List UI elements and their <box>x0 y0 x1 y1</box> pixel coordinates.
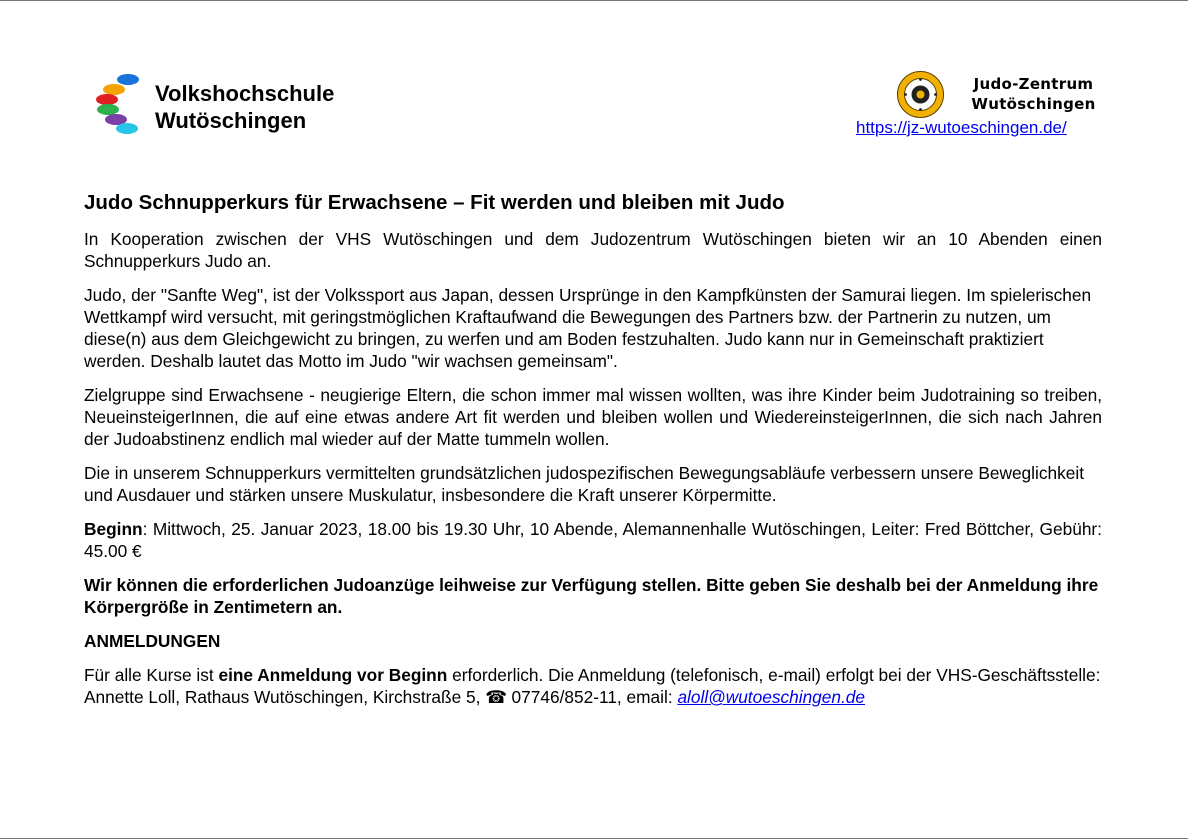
paragraph-registration <box>84 664 1102 708</box>
paragraph-intro: In Kooperation zwischen der VHS Wutöschingen und dem Judozentrum Wutöschingen bieten wir an 10 Abenden einen Schnupperkurs Judo an. <box>84 229 1102 271</box>
email-link[interactable]: aloll@wutoeschingen.de <box>677 687 866 707</box>
registration-pre: Für alle Kurse ist <box>84 665 219 685</box>
document-title: Judo Schnupperkurs für Erwachsene – Fit werden und bleiben mit Judo <box>84 191 785 214</box>
paragraph-judo: Judo, der "Sanfte Weg", ist der Volkssport aus Japan, dessen Ursprünge in den Kampfkünsten der Samurai liegen. Im spielerischen Wettkampf wird versucht, mit geringstmöglichen Kraftaufwand die Bewegungen des Partners bzw. der Partnerin zu nutzen, um diese(n) aus dem Gleichgewicht zu bringen, zu werfen und am Boden festzuhalten. Judo kann nur in Gemeinschaft praktiziert werden. Deshalb lautet das Motto im Judo "wir wachsen gemeinsam". <box>84 285 1092 371</box>
judo-zentrum-link[interactable]: https://jz-wutoeschingen.de/ <box>856 118 1067 137</box>
vhs-name <box>155 80 334 134</box>
beginn-label: Beginn <box>84 519 143 539</box>
logo-dot-blue <box>117 74 139 85</box>
judo-zentrum-emblem-icon <box>897 71 944 118</box>
contact-address: Annette Loll, Rathaus Wutöschingen, Kirchstraße 5, <box>84 687 486 707</box>
jz-name-line1: Judo-Zentrum <box>973 75 1094 93</box>
bottom-border <box>0 838 1188 839</box>
registration-post: erforderlich. Die Anmeldung (telefonisch, e-mail) erfolgt bei der VHS-Geschäftsstelle: <box>447 665 1101 685</box>
phone-icon: ☎ <box>485 687 507 707</box>
registration-bold: eine Anmeldung vor Beginn <box>218 665 448 685</box>
judo-zentrum-name <box>966 74 1101 114</box>
top-border <box>0 0 1188 1</box>
vhs-name-line2: Wutöschingen <box>155 108 307 133</box>
anmeldungen-heading: ANMELDUNGEN <box>84 631 221 651</box>
paragraph-bewegung: Die in unserem Schnupperkurs vermittelten grundsätzlichen judospezifischen Bewegungsabläufe verbessern unsere Beweglichkeit und Ausdauer und stärken unsere Muskulatur, insbesondere die Kraft unserer Körpermitte. <box>84 463 1084 505</box>
beginn-details: : Mittwoch, 25. Januar 2023, 18.00 bis 19.30 Uhr, 10 Abende, Alemannenhalle Wutöschingen, Leiter: Fred Böttcher, Gebühr: 45.00 € <box>84 519 1102 561</box>
logo-dot-cyan <box>116 123 138 134</box>
vhs-name-line1: Volkshochschule <box>155 81 335 106</box>
vhs-logo-icon <box>94 74 144 136</box>
document-body <box>84 190 1102 720</box>
contact-phone: 07746/852-11, email: <box>506 687 678 707</box>
paragraph-notice: Wir können die erforderlichen Judoanzüge leihweise zur Verfügung stellen. Bitte geben Sie deshalb bei der Anmeldung ihre Körpergröße in Zentimetern an. <box>84 575 1099 617</box>
paragraph-zielgruppe: Zielgruppe sind Erwachsene - neugierige Eltern, die schon immer mal wissen wollten, was ihre Kinder beim Judotraining so treiben, NeueinsteigerInnen, die auf eine etwas andere Art fit werden und bleiben wollen und WiedereinsteigerInnen, die sich nach Jahren der Judoabstinenz endlich mal wieder auf der Matte tummeln wollen. <box>84 385 1102 449</box>
jz-name-line2: Wutöschingen <box>971 95 1096 113</box>
paragraph-beginn <box>84 518 1102 562</box>
